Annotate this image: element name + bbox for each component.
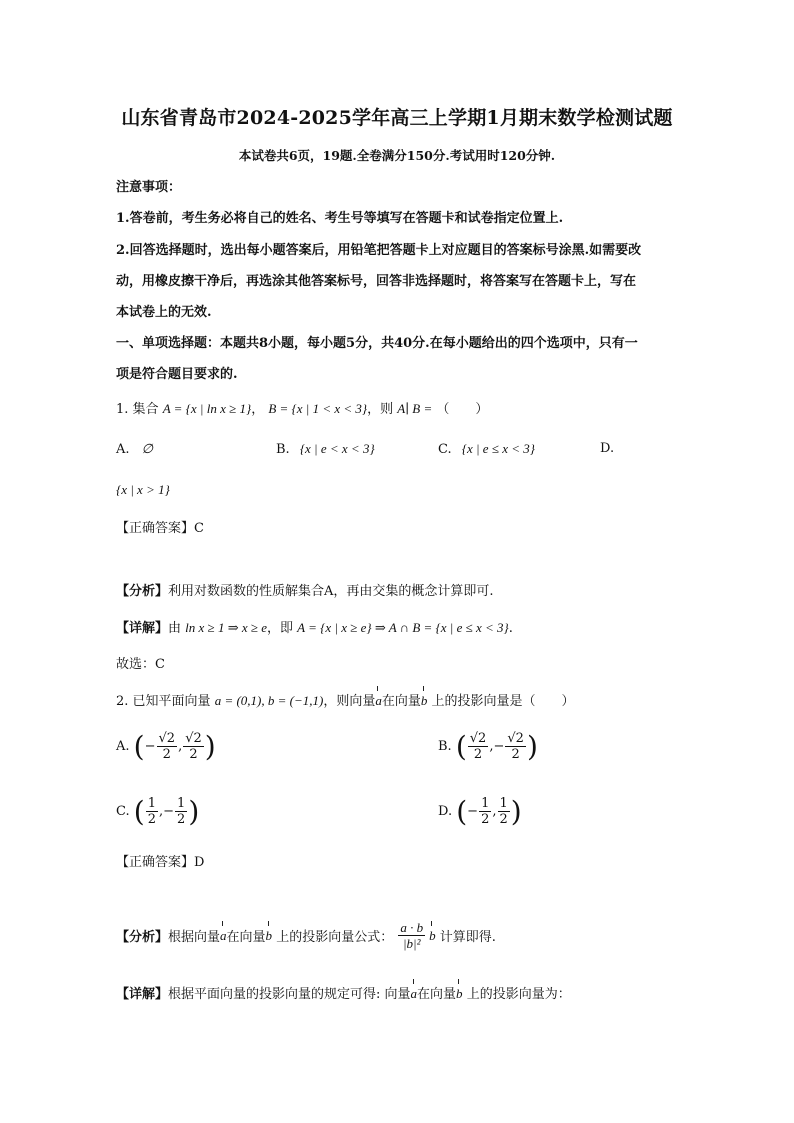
minus-sign: − [493,739,505,754]
denominator: 2 [511,747,520,762]
numerator: 1 [177,796,186,811]
stem-text: 在向量 [381,694,421,709]
fraction [175,796,187,827]
notice-item-2-line-2: 动，用橡皮擦干净后，再选涂其他答案标号，回答非选择题时，将答案写在答题卡上，写在 [116,274,637,289]
vector-definitions: a = (0,1), b = (−1,1) [214,693,324,708]
answer-blank: （ ） [436,402,489,417]
q2-answer [116,851,204,870]
notice-item-2-line-1: 2.回答选择题时，选出每小题答案后，用铅笔把答题卡上对应题目的答案标号涂黑.如需要改 [116,243,642,258]
fraction [183,731,204,762]
analysis-label: 【分析】 [116,930,169,945]
comma: , [489,739,494,754]
answer-label: 【正确答案】 [116,855,195,870]
q1-option-d [600,441,614,456]
comma: , [178,739,183,754]
detail-label: 【详解】 [116,987,169,1002]
q1-option-a [116,441,153,457]
page-title: 山东省青岛市2024-2025学年高三上学期1月期末数学检测试题 [121,107,673,129]
left-paren-icon: ( [133,730,145,763]
detail-label: 【详解】 [116,621,169,636]
vector-a: a [375,693,382,708]
fraction [479,796,491,827]
option-label: B. [276,442,290,457]
left-paren-icon: ( [133,795,145,828]
denominator: 2 [473,747,483,762]
fraction [157,731,178,762]
projection-formula [398,920,425,951]
denominator: 2 [177,812,186,827]
stem-text-end: 上的投影向量是（ ） [431,694,575,709]
option-label: B. [438,739,452,754]
option-label: C. [116,804,130,819]
denominator: 2 [162,747,171,762]
stem-text: ，则向量 [323,694,376,709]
option-label: C. [438,442,452,457]
fraction [505,731,526,762]
right-paren-icon: ) [526,730,538,763]
comma: , [158,804,164,819]
option-value: {x | e < x < 3} [299,441,375,456]
q1-answer [116,517,204,536]
right-paren-icon: ) [188,795,200,828]
minus-sign: − [144,739,156,754]
q1-detail [116,617,513,636]
separator-comma: ， [251,402,265,417]
q2-analysis [116,920,496,951]
detail-text: 在向量 [417,987,457,1002]
analysis-label: 【分析】 [116,584,169,599]
numerator: 1 [499,796,508,811]
minus-sign: − [467,804,479,819]
denominator: 2 [189,747,198,762]
vector-a: a [220,927,227,943]
option-label: A. [116,442,130,457]
notice-item-2-line-3: 本试卷上的无效. [116,305,212,320]
notice-heading: 注意事项： [116,180,182,195]
detail-text-end: 上的投影向量为： [466,987,571,1002]
detail-text: 根据平面向量的投影向量的规定可得: 向量 [168,987,411,1002]
answer-label: 【正确答案】 [116,521,195,536]
question-1-ask: ，则 [367,402,394,417]
denominator: |b|² [402,936,421,951]
analysis-text: 上的投影向量公式： [276,930,394,945]
q1-option-c [438,441,535,457]
numerator: 1 [481,796,490,811]
denominator: 2 [499,812,508,827]
numerator: √2 [469,731,487,746]
answer-value: D [194,855,205,870]
numerator: √2 [185,731,202,746]
q2-detail [116,983,571,1002]
option-value: ∅ [141,441,153,456]
numerator: √2 [158,731,176,746]
comma: , [492,804,497,819]
minus-sign: − [163,804,175,819]
section-heading-line-1: 一、单项选择题：本题共8小题，每小题5分，共40分.在每小题给出的四个选项中，只有一 [116,336,638,351]
option-label: D. [438,804,453,819]
q1-option-b [276,441,375,457]
fraction [146,796,158,827]
left-paren-icon: ( [455,730,467,763]
q2-option-b [438,730,538,763]
section-heading-line-2: 项是符合题目要求的. [116,367,238,382]
answer-value: C [194,521,204,536]
q2-option-d [438,795,522,828]
notice-item-1: 1.答卷前，考生务必将自己的姓名、考生号等填写在答题卡和试卷指定位置上. [116,211,564,226]
detail-text-mid: ，即 [267,621,294,636]
denominator: 2 [147,812,156,827]
vector-b: b [429,927,436,943]
q1-option-d-value: {x | x > 1} [116,482,170,497]
vector-b: b [420,693,428,708]
fraction [498,796,510,827]
numerator: √2 [507,731,524,746]
q2-option-c [116,795,199,828]
question-1-stem [116,398,488,417]
left-paren-icon: ( [456,795,468,828]
option-label: A. [116,739,130,754]
right-paren-icon: ) [510,795,522,828]
vector-b: b [265,927,273,943]
analysis-text: 利用对数函数的性质解集合A，再由交集的概念计算即可. [168,584,494,599]
set-b-definition: B = {x | 1 < x < 3} [268,401,368,416]
q2-option-a [116,730,216,763]
option-value: {x | e ≤ x < 3} [461,441,535,456]
detail-end: . [508,621,513,636]
right-paren-icon: ) [204,730,216,763]
q1-analysis [116,580,494,599]
analysis-text: 在向量 [226,930,266,945]
set-a-definition: A = {x | ln x ≥ 1} [162,401,252,416]
q1-conclusion: 故选：C [116,657,165,672]
detail-math-2: A = {x | x ≥ e} ⇒ A ∩ B = {x | e ≤ x < 3} [297,620,509,635]
vector-b: b [456,986,463,1001]
exam-subtitle: 本试卷共6页，19题.全卷满分150分.考试用时120分钟. [238,148,556,163]
vector-a: a [410,986,418,1001]
question-2-stem [116,690,575,709]
numerator: a · b [400,920,424,935]
question-1-prefix: 1. 集合 [116,402,159,417]
analysis-text: 根据向量 [168,930,221,945]
question-2-prefix: 2. 已知平面向量 [116,694,211,709]
detail-math-1: ln x ≥ 1 ⇒ x ≥ e [185,620,268,635]
denominator: 2 [481,812,490,827]
detail-text: 由 [168,621,182,636]
set-expression: A∣ B = [397,401,433,416]
numerator: 1 [147,796,156,811]
analysis-text-end: 计算即得. [439,930,496,945]
fraction [468,731,489,762]
option-label: D. [600,441,615,456]
